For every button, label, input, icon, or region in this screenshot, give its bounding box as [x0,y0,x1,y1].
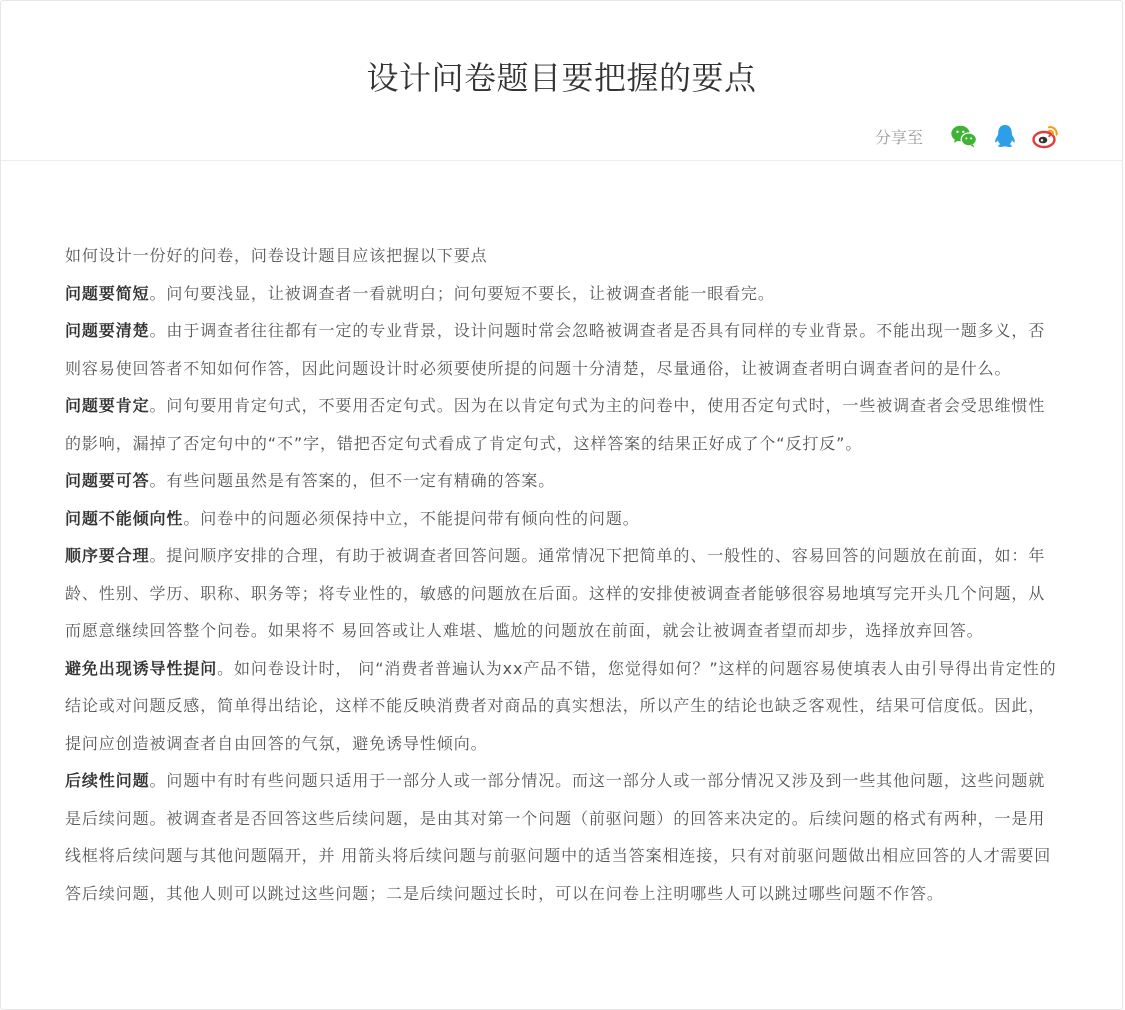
article-header [1,1,1122,161]
qq-icon[interactable] [991,123,1019,149]
point-text: 。提问顺序安排的合理，有助于被调查者回答问题。通常情况下把简单的、一般性的、容易回答的问题放在前面，如：年龄、性别、学历、职称、职务等；将专业性的，敏感的问题放在后面。这样的安排使被调查者能够很容易地填写完开头几个问题，从而愿意继续回答整个问卷。如果将不 易回答或让人难堪、尴尬的问题放在前面，就会让被调查者望而却步，选择放弃回答。 [65,546,1046,640]
share-label: 分享至 [874,127,923,147]
point-text: 。问句要浅显，让被调查者一看就明白；问句要短不要长，让被调查者能一眼看完。 [149,283,775,303]
point-paragraph [65,500,1058,538]
article-body [65,237,1058,912]
point-heading: 后续性问题 [65,771,150,790]
point-heading: 顺序要合理 [65,546,150,565]
point-paragraph [65,650,1058,763]
page-title: 设计问卷题目要把握的要点 [366,59,757,97]
share-bar [875,123,1060,149]
point-heading: 问题要可答 [65,471,150,490]
point-text: 。有些问题虽然是有答案的，但不一定有精确的答案。 [149,471,556,490]
point-heading: 问题要肯定 [65,396,150,415]
point-paragraph [65,537,1058,650]
point-text: 。由于调查者往往都有一定的专业背景，设计问题时常会忽略被调查者是否具有同样的专业背景。不能出现一题多义，否则容易使回答者不知如何作答，因此问题设计时必须要使所提的问题十分清楚，尽量通俗，让被调查者明白调查者问的是什么。 [65,321,1046,378]
point-paragraph [65,387,1058,462]
point-text: 。如问卷设计时， 问“消费者普遍认为xx产品不错，您觉得如何？”这样的问题容易使填表人由引导得出肯定性的结论或对问题反感，简单得出结论，这样不能反映消费者对商品的真实想法，所以产生的结论也缺乏客观性，结果可信度低。因此，提问应创造被调查者自由回答的气氛，避免诱导性倾向。 [65,658,1057,753]
weibo-icon[interactable] [1032,123,1060,149]
point-paragraph [65,462,1058,500]
article-intro: 如何设计一份好的问卷，问卷设计题目应该把握以下要点 [65,246,488,265]
wechat-icon[interactable] [950,123,978,149]
point-heading: 问题要清楚 [65,321,150,340]
point-heading: 避免出现诱导性提问 [65,658,218,678]
point-paragraph [65,312,1058,387]
point-heading: 问题要简短 [65,283,150,303]
point-paragraph [65,275,1058,313]
point-text: 。问题中有时有些问题只适用于一部分人或一部分情况。而这一部分人或一部分情况又涉及到一些其他问题，这些问题就是后续问题。被调查者是否回答这些后续问题，是由其对第一个问题（前驱问题）的回答来决定的。后续问题的格式有两种，一是用线框将后续问题与其他问题隔开，并 用箭头将后续问题与前驱问题中的适当答案相连接，只有对前驱问题做出相应回答的人才需要回答后续问题，其他人则可以跳过这些问题；二是后续问题过长时，可以在问卷上注明哪些人可以跳过哪些问题不作答。 [65,771,1052,903]
point-text: 。问卷中的问题必须保持中立，不能提问带有倾向性的问题。 [183,508,640,528]
point-text: 。问句要用肯定句式，不要用否定句式。因为在以肯定句式为主的问卷中，使用否定句式时，一些被调查者会受思维惯性的影响，漏掉了否定句中的“不”字，错把否定句式看成了肯定句式，这样答案的结果正好成了个“反打反”。 [65,396,1046,453]
point-paragraph [65,762,1058,912]
point-heading: 问题不能倾向性 [65,508,184,528]
